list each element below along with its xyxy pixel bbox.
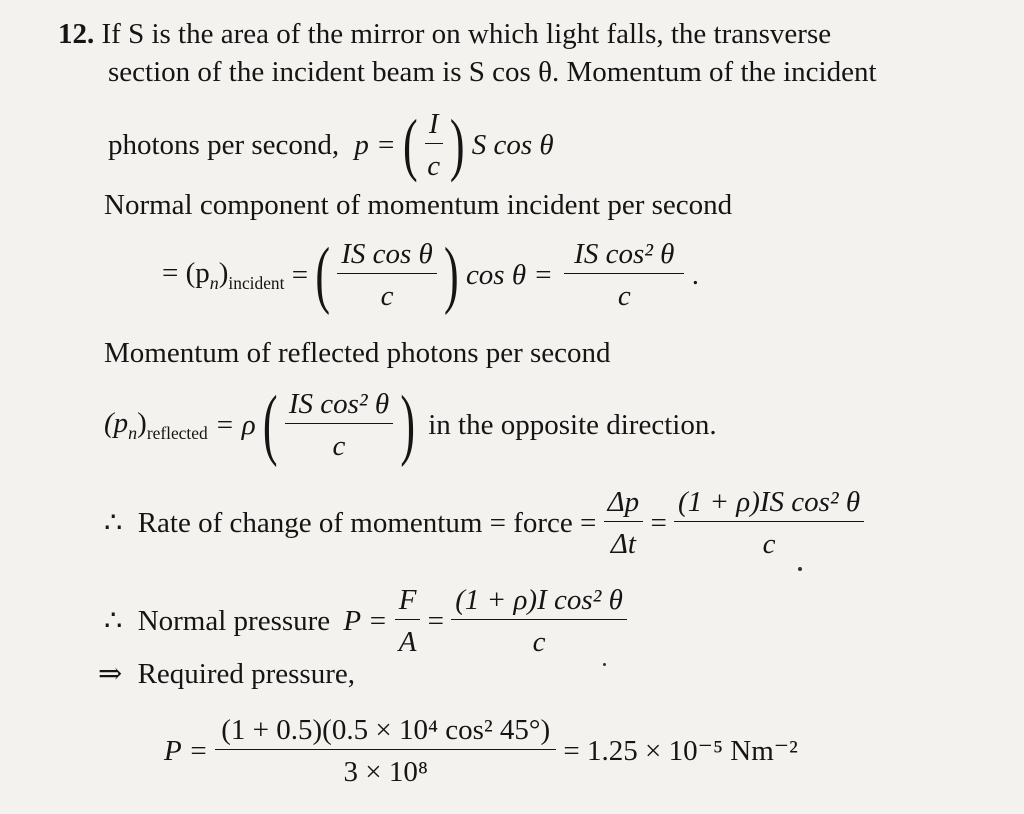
eq5-equals: = xyxy=(427,604,445,637)
therefore-symbol: ∴ xyxy=(104,506,123,539)
therefore-symbol: ∴ xyxy=(104,604,123,637)
eq2-mid: cos θ = xyxy=(465,258,553,291)
eq5-denominator-2: c xyxy=(532,626,546,659)
eq4-denominator-2: c xyxy=(762,528,776,561)
eq3-lhs: $(p_n)_{reflected}$ xyxy=(104,406,208,443)
eq6-text: Required pressure, xyxy=(137,658,355,690)
eq3-equals-rho: = ρ xyxy=(214,408,256,441)
fraction-pressure-result xyxy=(451,582,627,661)
problem-statement-2: section of the incident beam is S cos θ. Momentum of the incident xyxy=(108,56,877,88)
fraction-i-over-c xyxy=(425,106,443,185)
eq3-tail: in the opposite direction. xyxy=(428,408,717,441)
fraction-final xyxy=(215,712,556,791)
right-paren: ) xyxy=(449,105,465,184)
normal-component-heading: Normal component of momentum incident per second xyxy=(104,189,733,221)
print-speck xyxy=(603,663,606,666)
left-paren: ( xyxy=(262,380,278,469)
photons-per-second-label: photons per second, xyxy=(108,128,340,161)
eq5-denominator: A xyxy=(398,626,417,659)
eq2-lead: = $(p_n)_{incident}$ xyxy=(162,256,285,293)
eq4-denominator: Δt xyxy=(610,528,636,561)
problem-number: 12. xyxy=(58,18,95,50)
equation-normal-component xyxy=(162,232,699,317)
problem-statement-1: If S is the area of the mirror on which light falls, the transverse xyxy=(101,18,832,50)
eq7-result: = 1.25 × 10⁻⁵ Nm⁻² xyxy=(563,734,798,767)
fraction-is-cos-over-c xyxy=(337,236,437,315)
eq5-numerator-2: (1 + ρ)I cos² θ xyxy=(451,582,627,620)
equation-momentum-incident xyxy=(108,106,554,185)
fraction-is-cos2-over-c xyxy=(285,386,393,465)
fraction-f-over-a xyxy=(395,582,421,661)
eq5-lhs: P = xyxy=(343,604,388,637)
eq1-denominator: c xyxy=(427,150,441,183)
eq1-tail: S cos θ xyxy=(471,128,554,161)
required-pressure-line xyxy=(98,660,355,689)
eq4-numerator-2: (1 + ρ)IS cos² θ xyxy=(674,484,864,522)
eq2-denominator-2: c xyxy=(617,280,631,313)
equation-force xyxy=(104,484,864,563)
implies-symbol: ⇒ xyxy=(98,658,123,690)
fraction-force-result xyxy=(674,484,864,563)
eq5-text: Normal pressure xyxy=(137,604,331,637)
left-paren: ( xyxy=(315,232,330,317)
eq4-equals: = xyxy=(650,506,667,539)
eq4-text: Rate of change of momentum = force = xyxy=(137,506,597,539)
equation-normal-pressure xyxy=(104,582,627,661)
print-speck xyxy=(798,567,802,571)
eq2-end: . xyxy=(691,258,699,291)
eq7-lhs: P = xyxy=(164,734,209,767)
fraction-dp-over-dt xyxy=(604,484,644,563)
equation-reflected xyxy=(104,380,717,469)
fraction-is-cos2-over-c xyxy=(564,236,684,315)
eq3-numerator: IS cos² θ xyxy=(285,386,393,424)
left-paren: ( xyxy=(402,105,418,184)
eq7-numerator: (1 + 0.5)(0.5 × 10⁴ cos² 45°) xyxy=(215,712,556,750)
right-paren: ) xyxy=(444,232,459,317)
eq2-numerator-2: IS cos² θ xyxy=(564,236,684,274)
eq2-equals: = xyxy=(291,258,309,291)
eq4-numerator: Δp xyxy=(604,484,644,522)
eq5-numerator: F xyxy=(395,582,421,620)
reflected-heading: Momentum of reflected photons per second xyxy=(104,337,611,369)
eq2-denominator: c xyxy=(380,280,394,313)
eq2-numerator: IS cos θ xyxy=(337,236,437,274)
eq7-denominator: 3 × 10⁸ xyxy=(343,756,428,789)
right-paren: ) xyxy=(400,380,415,469)
eq1-lhs: p = xyxy=(354,128,396,161)
eq3-denominator: c xyxy=(332,430,346,463)
equation-final-pressure xyxy=(164,712,798,791)
problem-line-1 xyxy=(58,20,831,49)
eq1-numerator: I xyxy=(425,106,443,144)
